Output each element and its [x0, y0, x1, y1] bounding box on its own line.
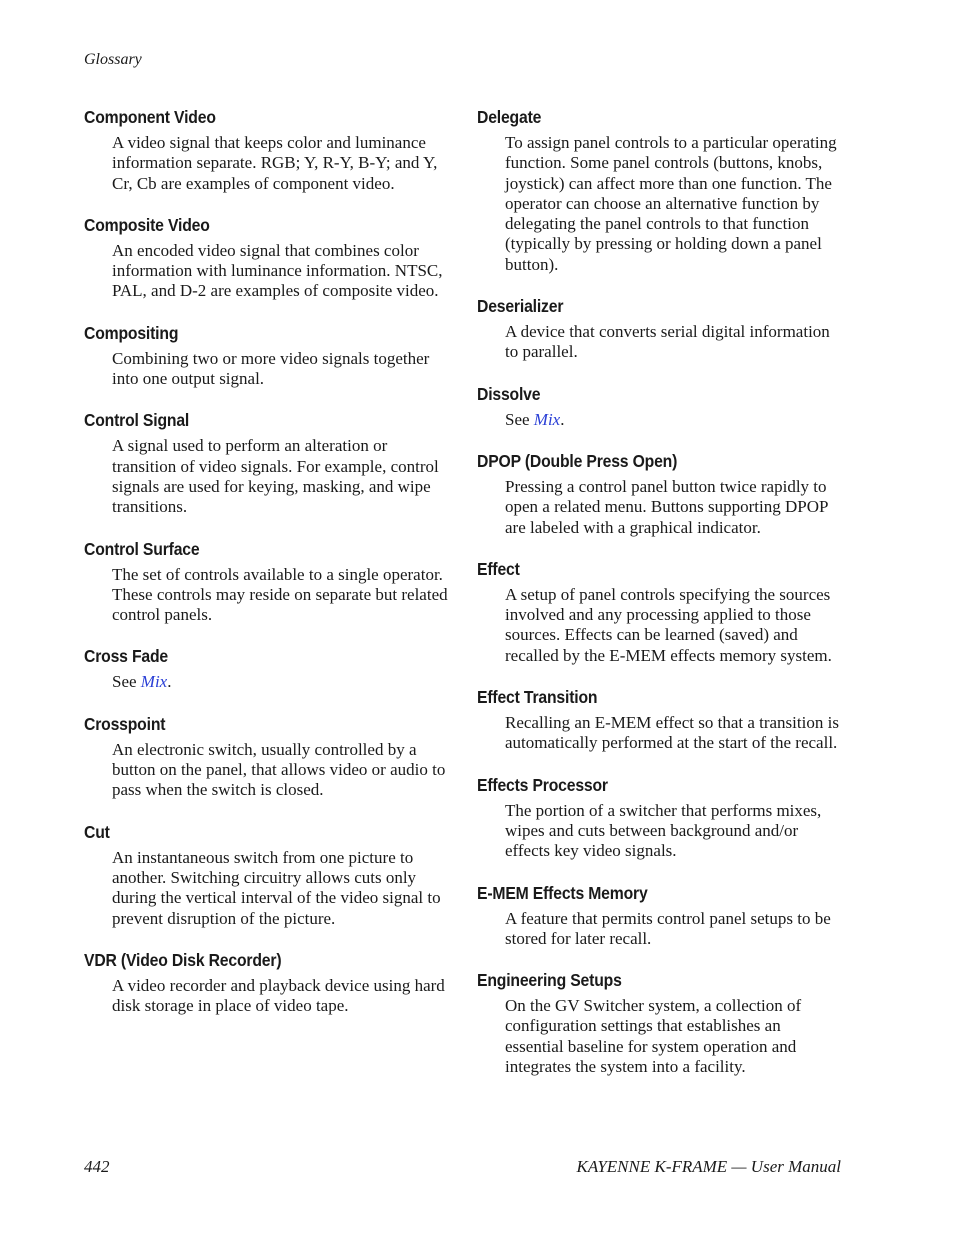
- glossary-entry: [84, 949, 454, 1017]
- glossary-definition: [505, 410, 843, 430]
- see-prefix: See: [112, 672, 141, 692]
- glossary-definition: [112, 672, 450, 692]
- glossary-definition: To assign panel controls to a particular operating function. Some panel controls (buttons, knobs, joystick) can affect more than one function. The operator can choose an alternative function by delegating the panel controls to that function (typically by pressing or holding down a panel button).: [505, 133, 837, 274]
- glossary-entry: [84, 322, 454, 390]
- glossary-entry: [477, 450, 847, 538]
- glossary-term: Crosspoint: [84, 713, 166, 734]
- glossary-definition: A setup of panel controls specifying the sources involved and any processing applied to those sources. Effects can be learned (saved) and recalled by the E-MEM effects memory system.: [505, 584, 832, 665]
- glossary-definition: Pressing a control panel button twice rapidly to open a related menu. Buttons supporting DPOP are labeled with a graphical indicator.: [505, 476, 828, 537]
- left-column: [84, 106, 454, 1036]
- glossary-entry: [477, 686, 847, 754]
- glossary-definition: Recalling an E-MEM effect so that a transition is automatically performed at the start of the recall.: [505, 713, 839, 753]
- glossary-term: Compositing: [84, 322, 179, 343]
- glossary-term: Effect Transition: [477, 687, 598, 708]
- glossary-entry: [477, 882, 847, 950]
- see-suffix: .: [560, 409, 565, 429]
- right-column: [477, 106, 847, 1097]
- page-number: 442: [84, 1157, 110, 1176]
- glossary-term: DPOP (Double Press Open): [477, 450, 678, 471]
- glossary-entry: [477, 558, 847, 666]
- glossary-entry: [477, 774, 847, 862]
- glossary-entry: [84, 645, 454, 692]
- see-suffix: .: [167, 672, 172, 692]
- glossary-definition: An encoded video signal that combines color information with luminance information. NTSC, PAL, and D-2 are examples of composite video.: [112, 240, 443, 301]
- glossary-definition: The set of controls available to a single operator. These controls may reside on separate but related control panels.: [112, 564, 448, 625]
- glossary-definition: On the GV Switcher system, a collection of configuration settings that establishes an essential baseline for system operation and integrates the system into a facility.: [505, 996, 802, 1077]
- running-head: Glossary: [84, 51, 142, 68]
- glossary-definition: An electronic switch, usually controlled by a button on the panel, that allows video or audio to pass when the switch is closed.: [112, 739, 446, 800]
- glossary-definition: The portion of a switcher that performs mixes, wipes and cuts between background and/or effects key video signals.: [505, 800, 822, 861]
- glossary-definition: A video signal that keeps color and luminance information separate. RGB; Y, R-Y, B-Y; and Y, Cr, Cb are examples of component video.: [112, 133, 438, 193]
- glossary-term: Control Signal: [84, 410, 190, 431]
- glossary-entry: [477, 383, 847, 430]
- glossary-definition: A signal used to perform an alteration or transition of video signals. For example, control signals are used for keying, masking, and wipe transitions.: [112, 436, 439, 517]
- glossary-definition: An instantaneous switch from one picture to another. Switching circuitry allows cuts only during the vertical interval of the video signal to prevent disruption of the picture.: [112, 847, 441, 928]
- glossary-definition: A video recorder and playback device using hard disk storage in place of video tape.: [112, 975, 445, 1016]
- cross-reference-link-mix[interactable]: Mix: [140, 672, 168, 692]
- glossary-term: Composite Video: [84, 214, 210, 235]
- glossary-entry: [84, 214, 454, 302]
- glossary-definition: A feature that permits control panel setups to be stored for later recall.: [505, 908, 831, 948]
- glossary-term: Engineering Setups: [477, 970, 622, 991]
- glossary-term: Control Surface: [84, 538, 200, 559]
- glossary-term: Effects Processor: [477, 774, 608, 795]
- glossary-entry: [84, 409, 454, 517]
- glossary-term: Cross Fade: [84, 646, 168, 667]
- glossary-entry: [477, 295, 847, 363]
- glossary-entry: [477, 106, 847, 275]
- glossary-entry: [84, 821, 454, 929]
- glossary-term: Deserializer: [477, 296, 564, 317]
- see-prefix: See: [505, 409, 534, 429]
- glossary-term: E-MEM Effects Memory: [477, 882, 648, 903]
- glossary-term: VDR (Video Disk Recorder): [84, 949, 282, 970]
- glossary-term: Cut: [84, 821, 110, 842]
- glossary-entry: [84, 713, 454, 801]
- glossary-definition: Combining two or more video signals together into one output signal.: [112, 348, 430, 389]
- glossary-entry: [477, 969, 847, 1077]
- glossary-entry: [84, 106, 454, 194]
- glossary-term: Dissolve: [477, 383, 541, 404]
- glossary-entry: [84, 538, 454, 626]
- glossary-definition: A device that converts serial digital information to parallel.: [505, 322, 830, 362]
- publication-title: KAYENNE K-FRAME — User Manual: [576, 1157, 841, 1176]
- glossary-term: Component Video: [84, 107, 216, 127]
- cross-reference-link-mix[interactable]: Mix: [533, 409, 561, 429]
- glossary-term: Effect: [477, 558, 520, 579]
- glossary-term: Delegate: [477, 107, 542, 127]
